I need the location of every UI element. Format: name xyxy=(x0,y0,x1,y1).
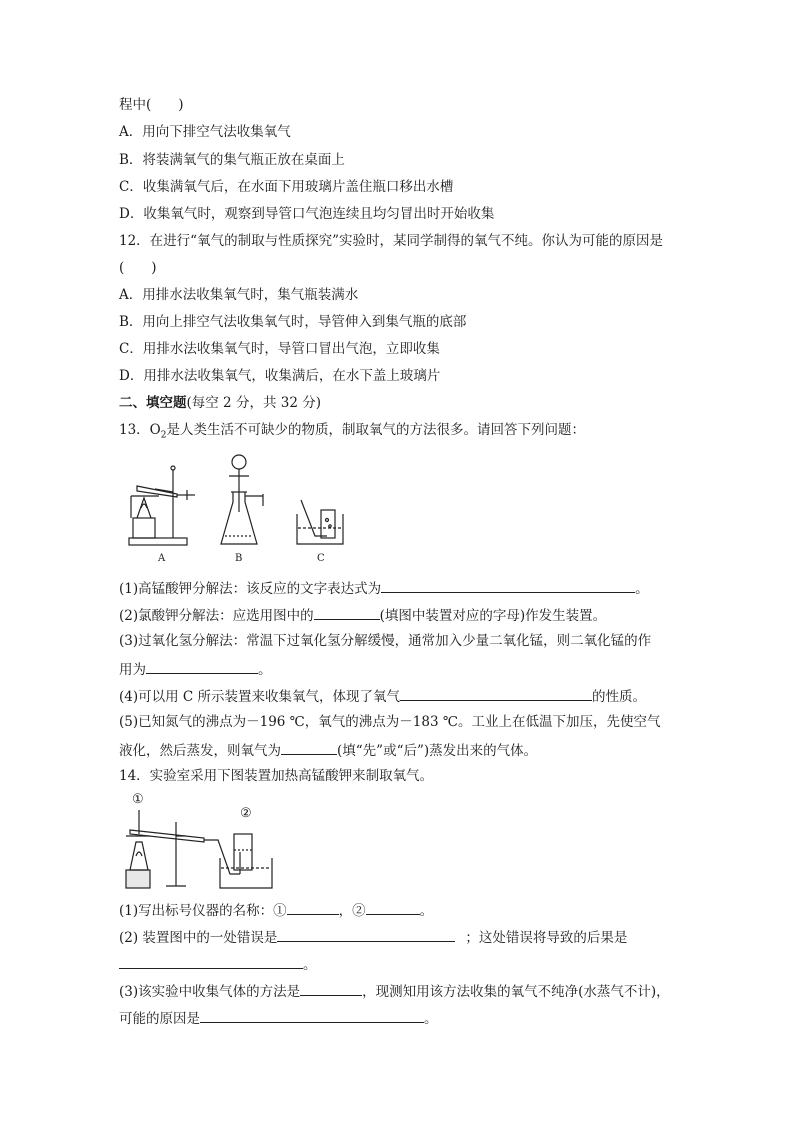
q11-stem-tail: 程中( ) xyxy=(119,97,184,113)
q12-answer-paren: ( ) xyxy=(119,260,157,276)
q13-part3-continued: 用为 。 xyxy=(119,659,272,679)
q14-part3: (3)该实验中收集气体的方法是 ，现测知用该方法收集的氧气不纯净(水蒸气不计)， xyxy=(119,981,670,1001)
q12-stem: 12．在进行“氧气的制取与性质探究”实验时，某同学制得的氧气不纯。你认为可能的原因是 xyxy=(119,233,663,249)
kmno4-setup-illustration xyxy=(122,792,282,892)
q14-part1: (1)写出标号仪器的名称：① ，② 。 xyxy=(119,900,433,920)
figure-label-c: C xyxy=(317,553,325,564)
q13-part5-continued: 液化，然后蒸发，则氧气为 (填“先”或“后”)蒸发出来的气体。 xyxy=(119,740,537,760)
q14-stem: 14．实验室采用下图装置加热高锰酸钾来制取氧气。 xyxy=(119,768,434,784)
q12-option-d: D．用排水法收集氧气，收集满后，在水下盖上玻璃片 xyxy=(119,368,441,384)
answer-blank[interactable] xyxy=(400,686,592,701)
apparatus-c-trough xyxy=(297,500,343,544)
apparatus-a-heating xyxy=(129,466,195,545)
answer-blank[interactable] xyxy=(146,659,258,674)
collection-setup xyxy=(220,834,272,888)
figure-label-a: A xyxy=(158,553,166,564)
q13-part4: (4)可以用 C 所示装置来收集氧气，体现了氧气 的性质。 xyxy=(119,686,646,706)
heating-setup xyxy=(126,810,240,888)
q11-option-c: C．收集满氧气后，在水面下用玻璃片盖住瓶口移出水槽 xyxy=(119,179,454,195)
answer-blank[interactable] xyxy=(277,927,455,942)
answer-blank[interactable] xyxy=(119,954,303,969)
answer-blank[interactable] xyxy=(200,1008,424,1023)
figure-label-b: B xyxy=(235,553,243,564)
q13-part5: (5)已知氮气的沸点为－196 ℃，氧气的沸点为－183 ℃。工业上在低温下加压，先使空气 xyxy=(119,714,661,730)
q14-part2-continued: 。 xyxy=(119,954,317,974)
q13-part1: (1)高锰酸钾分解法：该反应的文字表达式为 。 xyxy=(119,578,649,598)
q12-option-a: A．用排水法收集氧气时，集气瓶装满水 xyxy=(119,287,359,303)
section-heading xyxy=(119,394,321,412)
q14-apparatus-figure xyxy=(122,792,282,892)
apparatus-b-flask xyxy=(221,455,263,544)
q13-part2: (2)氯酸钾分解法：应选用图中的 (填图中装置对应的字母)作发生装置。 xyxy=(119,605,606,625)
q11-option-a: A．用向下排空气法收集氧气 xyxy=(119,124,291,140)
answer-blank[interactable] xyxy=(381,578,635,593)
section-title: 二、填空题 xyxy=(119,395,187,411)
instrument-label-1: ① xyxy=(132,792,144,807)
q11-option-d: D．收集氧气时，观察到导管口气泡连续且均匀冒出时开始收集 xyxy=(119,206,495,222)
answer-blank[interactable] xyxy=(281,740,337,755)
section-note: (每空 2 分，共 32 分) xyxy=(186,395,321,411)
q13-part3: (3)过氧化氢分解法：常温下过氧化氢分解缓慢，通常加入少量二氧化锰，则二氧化锰的作 xyxy=(119,633,652,649)
q13-apparatus-figure xyxy=(125,448,365,564)
q11-option-b: B．将装满氧气的集气瓶正放在桌面上 xyxy=(119,152,345,168)
answer-blank[interactable] xyxy=(366,900,420,915)
answer-blank[interactable] xyxy=(314,605,380,620)
q13-stem: 13．$O_2$是人类生活不可缺少的物质，制取氧气的方法很多。请回答下列问题： xyxy=(119,422,585,441)
apparatus-illustration xyxy=(125,448,365,560)
q14-part2: (2) 装置图中的一处错误是 ；这处错误将导致的后果是 xyxy=(119,927,627,947)
answer-blank[interactable] xyxy=(287,900,339,915)
q12-option-b: B．用向上排空气法收集氧气时，导管伸入到集气瓶的底部 xyxy=(119,314,467,330)
q12-option-c: C．用排水法收集氧气时，导管口冒出气泡，立即收集 xyxy=(119,341,440,357)
answer-blank[interactable] xyxy=(300,981,362,996)
instrument-label-2: ② xyxy=(240,806,252,821)
q14-part3-continued: 可能的原因是 。 xyxy=(119,1008,438,1028)
